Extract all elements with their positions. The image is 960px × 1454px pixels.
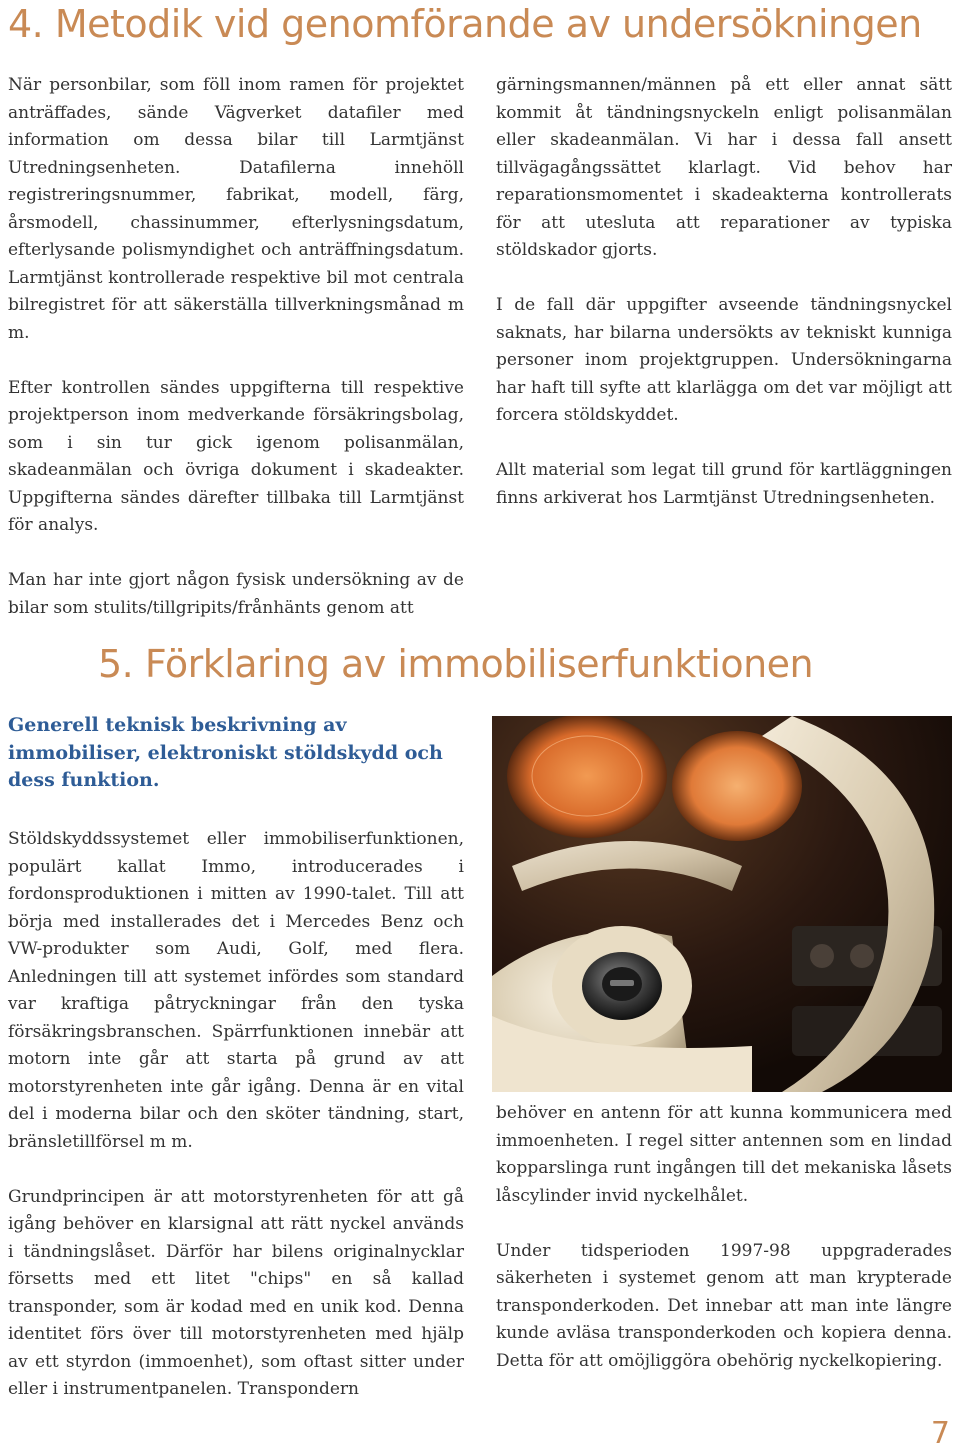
- paragraph: I de fall där uppgifter avseende tändningsnyckel saknats, har bilarna undersökts av tekniskt kunniga personer inom projektgruppen. Undersökningarna har haft till syfte att klarlägga om det var möjligt att forcera stöldskyddet.: [496, 295, 952, 425]
- paragraph: Efter kontrollen sändes uppgifterna till respektive projektperson inom medverkande försäkringsbolag, som i sin tur gick igenom polisanmälan, skadeanmälan och övriga dokument i skadeakter. Uppgifterna sändes därefter tillbaka till Larmtjänst för analys.: [8, 377, 464, 535]
- section-4-column-left: [8, 72, 464, 622]
- page-number: 7: [930, 1416, 950, 1451]
- paragraph: Stöldskyddssystemet eller immobiliserfunktionen, populärt kallat Immo, introducerades i fordonsproduktionen i mitten av 1990-talet. Till att börja med installerades det i Mercedes Benz och VW-produkter som Audi, Golf, med flera. Anledningen till att systemet infördes som standard var kraftiga påtryckningar från den tyska försäkringsbranschen. Spärrfunktionen innebär att motorn inte går att starta på grund av att motorstyrenheten inte går igång. Denna är en vital del i moderna bilar och den sköter tändning, start, bränsletillförsel m m.: [8, 829, 464, 1152]
- paragraph: Man har inte gjort någon fysisk undersökning av de bilar som stulits/tillgripits/frånhänts genom att: [8, 570, 464, 618]
- section-4-heading: 4. Metodik vid genomförande av undersökningen: [8, 2, 922, 46]
- paragraph: När personbilar, som föll inom ramen för projektet anträffades, sände Vägverket datafiler med information om dessa bilar till Larmtjänst Utredningsenheten. Datafilerna innehöll registreringsnummer, fabrikat, modell, färg, årsmodell, chassinummer, efterlysningsdatum, efterlysande polismyndighet och anträffningsdatum. Larmtjänst kontrollerade respektive bil mot centrala bilregistret för att säkerställa tillverkningsmånad m m.: [8, 75, 464, 343]
- section-5-subheading: Generell teknisk beskrivning av immobiliser, elektroniskt stöldskydd och dess funktion.: [8, 714, 443, 791]
- section-4-column-right: [496, 72, 952, 512]
- ignition-lock-photo: [492, 716, 952, 1092]
- section-5-column-left: [8, 826, 464, 1404]
- paragraph: Allt material som legat till grund för kartläggningen finns arkiverat hos Larmtjänst Utredningsenheten.: [496, 460, 952, 508]
- paragraph: gärningsmannen/männen på ett eller annat sätt kommit åt tändningsnyckeln enligt polisanmälan eller skadeanmälan. Vi har i dessa fall ansett tillvägagångssättet klarlagt. Vid behov har reparationsmomentet i skadeakterna kontrollerats för att utesluta att reparationer av typiska stöldskador gjorts.: [496, 75, 952, 260]
- paragraph: Under tidsperioden 1997-98 uppgraderades säkerheten i systemet genom att man krypterade transponderkoden. Det innebar att man inte längre kunde avläsa transponderkoden och kopiera denna. Detta för att omöjliggöra obehörig nyckelkopiering.: [496, 1240, 952, 1371]
- paragraph: behöver en antenn för att kunna kommunicera med immoenheten. I regel sitter antennen som en lindad kopparslinga runt ingången till det mekaniska låsets låscylinder invid nyckelhålet.: [496, 1103, 952, 1206]
- section-5-column-right: [496, 1100, 952, 1375]
- paragraph: Grundprincipen är att motorstyrenheten för att gå igång behöver en klarsignal att rätt nyckel används i tändningslåset. Därför har bilens originalnycklar försetts med ett litet "chips" en så kallad transponder, som är kodad med en unik kod. Denna identitet förs över till motorstyrenheten med hjälp av ett styrdon (immoenhet), som oftast sitter under eller i instrumentpanelen. Transpondern: [8, 1186, 464, 1399]
- section-5-heading: 5. Förklaring av immobiliserfunktionen: [98, 642, 814, 686]
